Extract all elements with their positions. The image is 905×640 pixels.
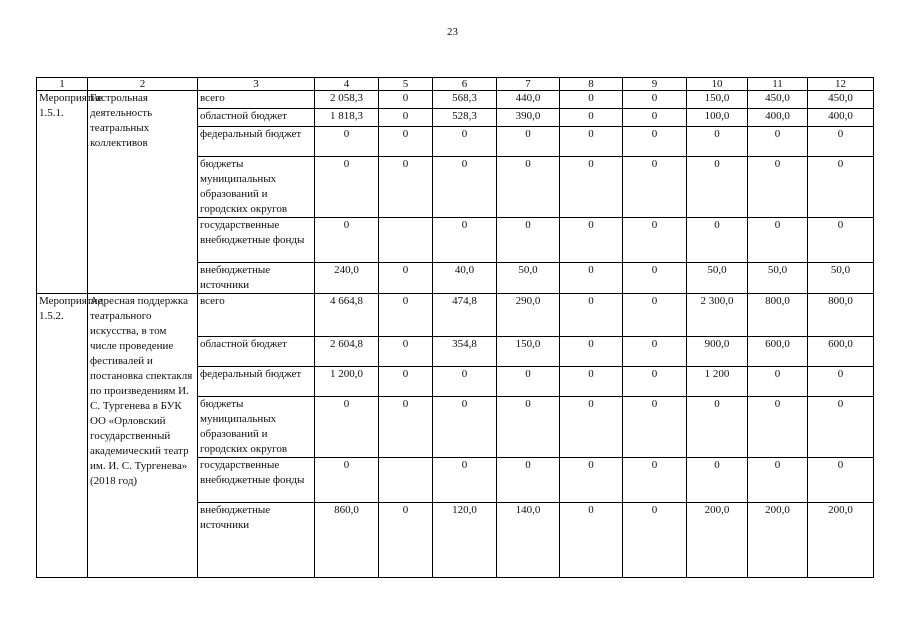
value-cell: 0 [379, 157, 433, 218]
value-cell: 0 [560, 397, 623, 458]
value-cell: 0 [748, 367, 808, 397]
value-cell: 100,0 [687, 109, 748, 127]
value-cell: 0 [748, 127, 808, 157]
value-cell: 0 [379, 294, 433, 337]
value-cell: 0 [808, 458, 874, 503]
value-cell: 140,0 [497, 503, 560, 578]
value-cell: 0 [623, 337, 687, 367]
value-cell: 4 664,8 [315, 294, 379, 337]
value-cell: 0 [808, 157, 874, 218]
value-cell: 354,8 [433, 337, 497, 367]
value-cell: 0 [497, 367, 560, 397]
value-cell: 600,0 [808, 337, 874, 367]
value-cell: 0 [379, 263, 433, 294]
value-cell: 0 [560, 294, 623, 337]
column-header: 7 [497, 78, 560, 91]
value-cell: 0 [315, 127, 379, 157]
funding-source-cell: бюджеты муниципальных образований и городских округов [198, 157, 315, 218]
funding-source-cell: бюджеты муниципальных образований и городских округов [198, 397, 315, 458]
value-cell: 0 [379, 397, 433, 458]
value-cell: 0 [315, 458, 379, 503]
value-cell: 0 [497, 127, 560, 157]
value-cell: 2 604,8 [315, 337, 379, 367]
value-cell: 0 [560, 218, 623, 263]
value-cell: 0 [748, 218, 808, 263]
value-cell: 200,0 [687, 503, 748, 578]
value-cell: 0 [560, 157, 623, 218]
column-header: 8 [560, 78, 623, 91]
column-header: 11 [748, 78, 808, 91]
value-cell: 0 [497, 397, 560, 458]
value-cell: 0 [379, 367, 433, 397]
value-cell: 1 200 [687, 367, 748, 397]
value-cell: 528,3 [433, 109, 497, 127]
value-cell: 0 [687, 157, 748, 218]
value-cell: 1 200,0 [315, 367, 379, 397]
value-cell: 390,0 [497, 109, 560, 127]
funding-source-cell: внебюджетные источники [198, 503, 315, 578]
header-row [37, 78, 874, 91]
funding-source-cell: внебюджетные источники [198, 263, 315, 294]
value-cell: 0 [379, 127, 433, 157]
value-cell: 440,0 [497, 91, 560, 109]
event-id-cell: Мероприятие 1.5.2. [37, 294, 88, 578]
value-cell: 50,0 [687, 263, 748, 294]
value-cell: 0 [433, 367, 497, 397]
value-cell: 0 [433, 157, 497, 218]
value-cell: 568,3 [433, 91, 497, 109]
event-name-cell: Гастрольная деятельность театральных коллективов [88, 91, 198, 294]
value-cell: 0 [433, 127, 497, 157]
value-cell: 40,0 [433, 263, 497, 294]
funding-source-cell: областной бюджет [198, 337, 315, 367]
value-cell: 450,0 [748, 91, 808, 109]
value-cell: 0 [560, 109, 623, 127]
value-cell: 0 [379, 109, 433, 127]
value-cell: 0 [560, 263, 623, 294]
column-header: 12 [808, 78, 874, 91]
funding-source-cell: федеральный бюджет [198, 367, 315, 397]
value-cell: 0 [623, 367, 687, 397]
column-header: 1 [37, 78, 88, 91]
funding-source-cell: областной бюджет [198, 109, 315, 127]
value-cell: 0 [497, 157, 560, 218]
value-cell: 0 [315, 397, 379, 458]
value-cell: 200,0 [808, 503, 874, 578]
funding-source-cell: государственные внебюджетные фонды [198, 458, 315, 503]
value-cell: 900,0 [687, 337, 748, 367]
value-cell: 0 [315, 218, 379, 263]
value-cell: 50,0 [748, 263, 808, 294]
table-row [37, 294, 874, 337]
value-cell: 0 [748, 458, 808, 503]
value-cell: 0 [623, 109, 687, 127]
value-cell: 0 [623, 263, 687, 294]
funding-source-cell: всего [198, 294, 315, 337]
value-cell: 0 [560, 337, 623, 367]
value-cell: 0 [433, 458, 497, 503]
value-cell: 860,0 [315, 503, 379, 578]
value-cell: 50,0 [497, 263, 560, 294]
column-header: 3 [198, 78, 315, 91]
column-header: 6 [433, 78, 497, 91]
value-cell: 0 [623, 218, 687, 263]
value-cell: 800,0 [748, 294, 808, 337]
budget-table [36, 77, 874, 578]
value-cell: 800,0 [808, 294, 874, 337]
value-cell: 50,0 [808, 263, 874, 294]
value-cell: 0 [808, 127, 874, 157]
value-cell: 450,0 [808, 91, 874, 109]
value-cell: 2 058,3 [315, 91, 379, 109]
value-cell: 200,0 [748, 503, 808, 578]
value-cell: 0 [623, 91, 687, 109]
value-cell: 240,0 [315, 263, 379, 294]
value-cell: 0 [560, 91, 623, 109]
value-cell: 0 [433, 218, 497, 263]
value-cell: 0 [687, 397, 748, 458]
value-cell: 0 [379, 503, 433, 578]
table-body [37, 91, 874, 578]
value-cell: 120,0 [433, 503, 497, 578]
event-id-cell: Мероприятие 1.5.1. [37, 91, 88, 294]
value-cell: 0 [560, 458, 623, 503]
value-cell: 0 [623, 127, 687, 157]
column-header: 5 [379, 78, 433, 91]
value-cell: 400,0 [748, 109, 808, 127]
value-cell: 2 300,0 [687, 294, 748, 337]
funding-source-cell: всего [198, 91, 315, 109]
value-cell: 400,0 [808, 109, 874, 127]
value-cell: 1 818,3 [315, 109, 379, 127]
value-cell: 0 [379, 91, 433, 109]
value-cell: 150,0 [497, 337, 560, 367]
event-name-cell: Адресная поддержка театрального искусства, в том числе проведение фестивалей и постановка спектакля по произведениям И. С. Тургенева в БУК ОО «Орловский государственный академический театр им. И. С. Тургенева» (2018 год) [88, 294, 198, 578]
column-header: 4 [315, 78, 379, 91]
value-cell: 0 [687, 127, 748, 157]
funding-source-cell: государственные внебюджетные фонды [198, 218, 315, 263]
value-cell: 0 [808, 397, 874, 458]
value-cell: 0 [560, 367, 623, 397]
value-cell [379, 458, 433, 503]
value-cell: 0 [808, 218, 874, 263]
value-cell: 0 [808, 367, 874, 397]
value-cell: 290,0 [497, 294, 560, 337]
column-header: 10 [687, 78, 748, 91]
column-header: 9 [623, 78, 687, 91]
value-cell: 150,0 [687, 91, 748, 109]
funding-source-cell: федеральный бюджет [198, 127, 315, 157]
value-cell: 474,8 [433, 294, 497, 337]
value-cell: 0 [623, 157, 687, 218]
value-cell: 0 [433, 397, 497, 458]
value-cell: 0 [623, 397, 687, 458]
page-number: 23 [447, 26, 458, 38]
value-cell: 0 [315, 157, 379, 218]
value-cell [379, 218, 433, 263]
value-cell: 0 [379, 337, 433, 367]
value-cell: 0 [560, 503, 623, 578]
value-cell: 0 [748, 157, 808, 218]
value-cell: 0 [623, 294, 687, 337]
table-row [37, 91, 874, 109]
value-cell: 0 [748, 397, 808, 458]
value-cell: 0 [497, 458, 560, 503]
value-cell: 600,0 [748, 337, 808, 367]
value-cell: 0 [560, 127, 623, 157]
value-cell: 0 [687, 218, 748, 263]
value-cell: 0 [497, 218, 560, 263]
value-cell: 0 [623, 458, 687, 503]
column-header: 2 [88, 78, 198, 91]
value-cell: 0 [687, 458, 748, 503]
value-cell: 0 [623, 503, 687, 578]
